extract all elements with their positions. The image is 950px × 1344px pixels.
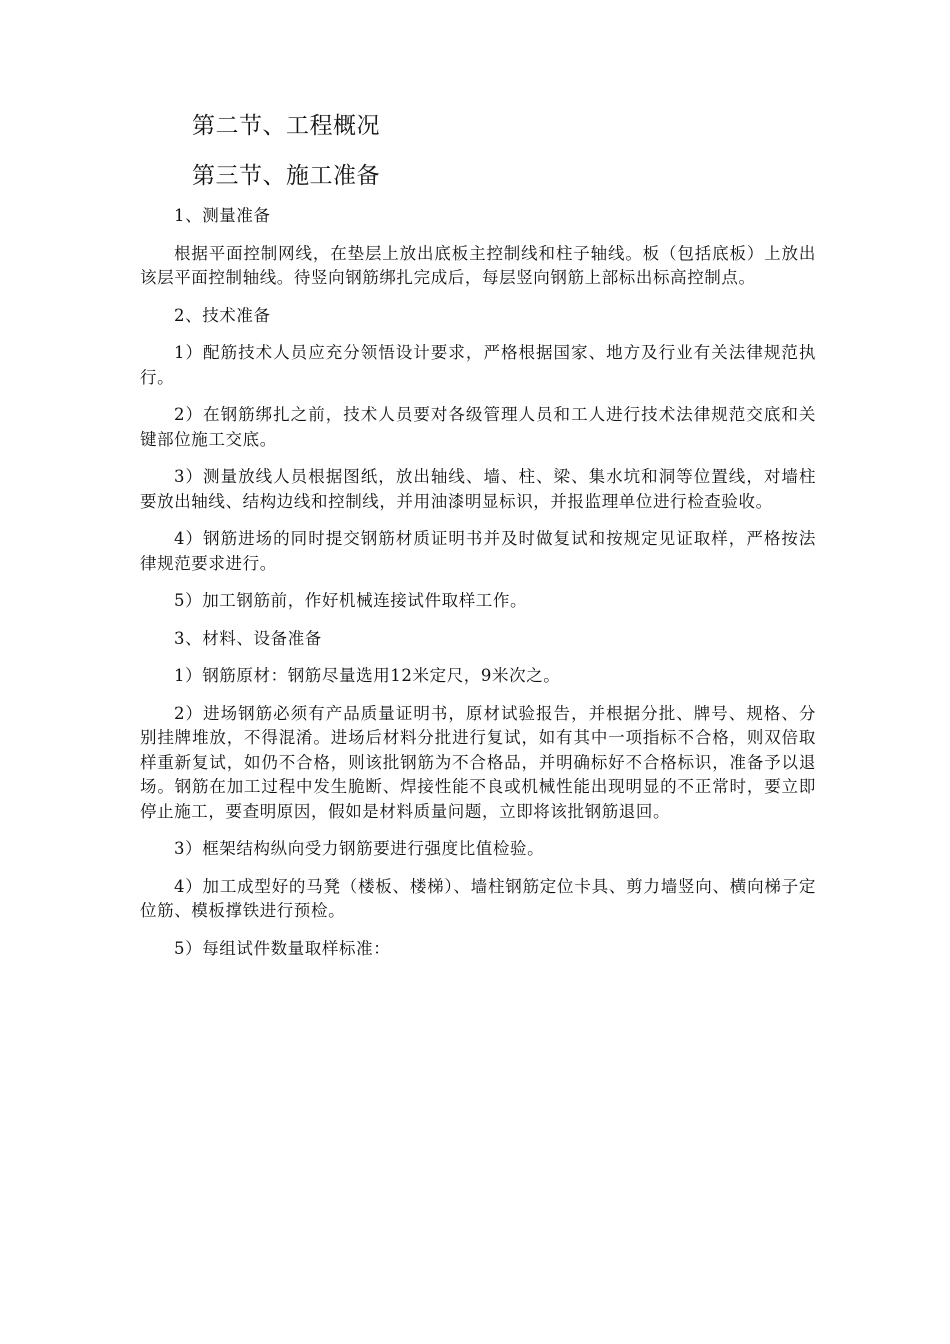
list-item: 5）加工钢筋前，作好机械连接试件取样工作。 [174,591,528,610]
subsection-title-survey: 1、测量准备 [174,206,271,225]
list-item: 1）配筋技术人员应充分领悟设计要求，严格根据国家、地方及行业有关法律规范执行。 [140,343,816,387]
subsection-title-materials: 3、材料、设备准备 [174,628,322,648]
paragraph-survey: 根据平面控制网线，在垫层上放出底板主控制线和柱子轴线。板（包括底板）上放出该层平面控制轴线。待竖向钢筋绑扎完成后，每层竖向钢筋上部标出标高控制点。 [140,243,816,287]
list-item: 4）加工成型好的马凳（楼板、楼梯）、墙柱钢筋定位卡具、剪力墙竖向、横向梯子定位筋、模板撑铁进行预检。 [140,876,816,920]
list-item: 4）钢筋进场的同时提交钢筋材质证明书并及时做复试和按规定见证取样，严格按法律规范要求进行。 [140,529,816,573]
list-item: 1）钢筋原材：钢筋尽量选用12米定尺，9米次之。 [174,666,561,685]
list-item: 3）测量放线人员根据图纸，放出轴线、墙、柱、梁、集水坑和洞等位置线，对墙柱要放出轴线、结构边线和控制线，并用油漆明显标识，并报监理单位进行检查验收。 [140,467,816,511]
subsection-title-technical: 2、技术准备 [174,305,271,325]
list-item: 5）每组试件数量取样标准： [174,938,391,958]
section-heading-preparation: 第三节、施工准备 [192,163,380,189]
section-heading-overview: 第二节、工程概况 [192,113,380,139]
list-item: 3）框架结构纵向受力钢筋要进行强度比值检验。 [174,839,545,858]
list-item: 2）在钢筋绑扎之前，技术人员要对各级管理人员和工人进行技术法律规范交底和关键部位施工交底。 [140,405,816,449]
list-item: 2）进场钢筋必须有产品质量证明书，原材试验报告，并根据分批、牌号、规格、分别挂牌堆放，不得混淆。进场后材料分批进行复试，如有其中一项指标不合格，则双倍取样重新复试，如仍不合格，则该批钢筋为不合格品，并明确标好不合格标识，准备予以退场。钢筋在加工过程中发生脆断、焊接性能不良或机械性能出现明显的不正常时，要立即停止施工，要查明原因，假如是材料质量问题，立即将该批钢筋退回。 [140,703,816,821]
